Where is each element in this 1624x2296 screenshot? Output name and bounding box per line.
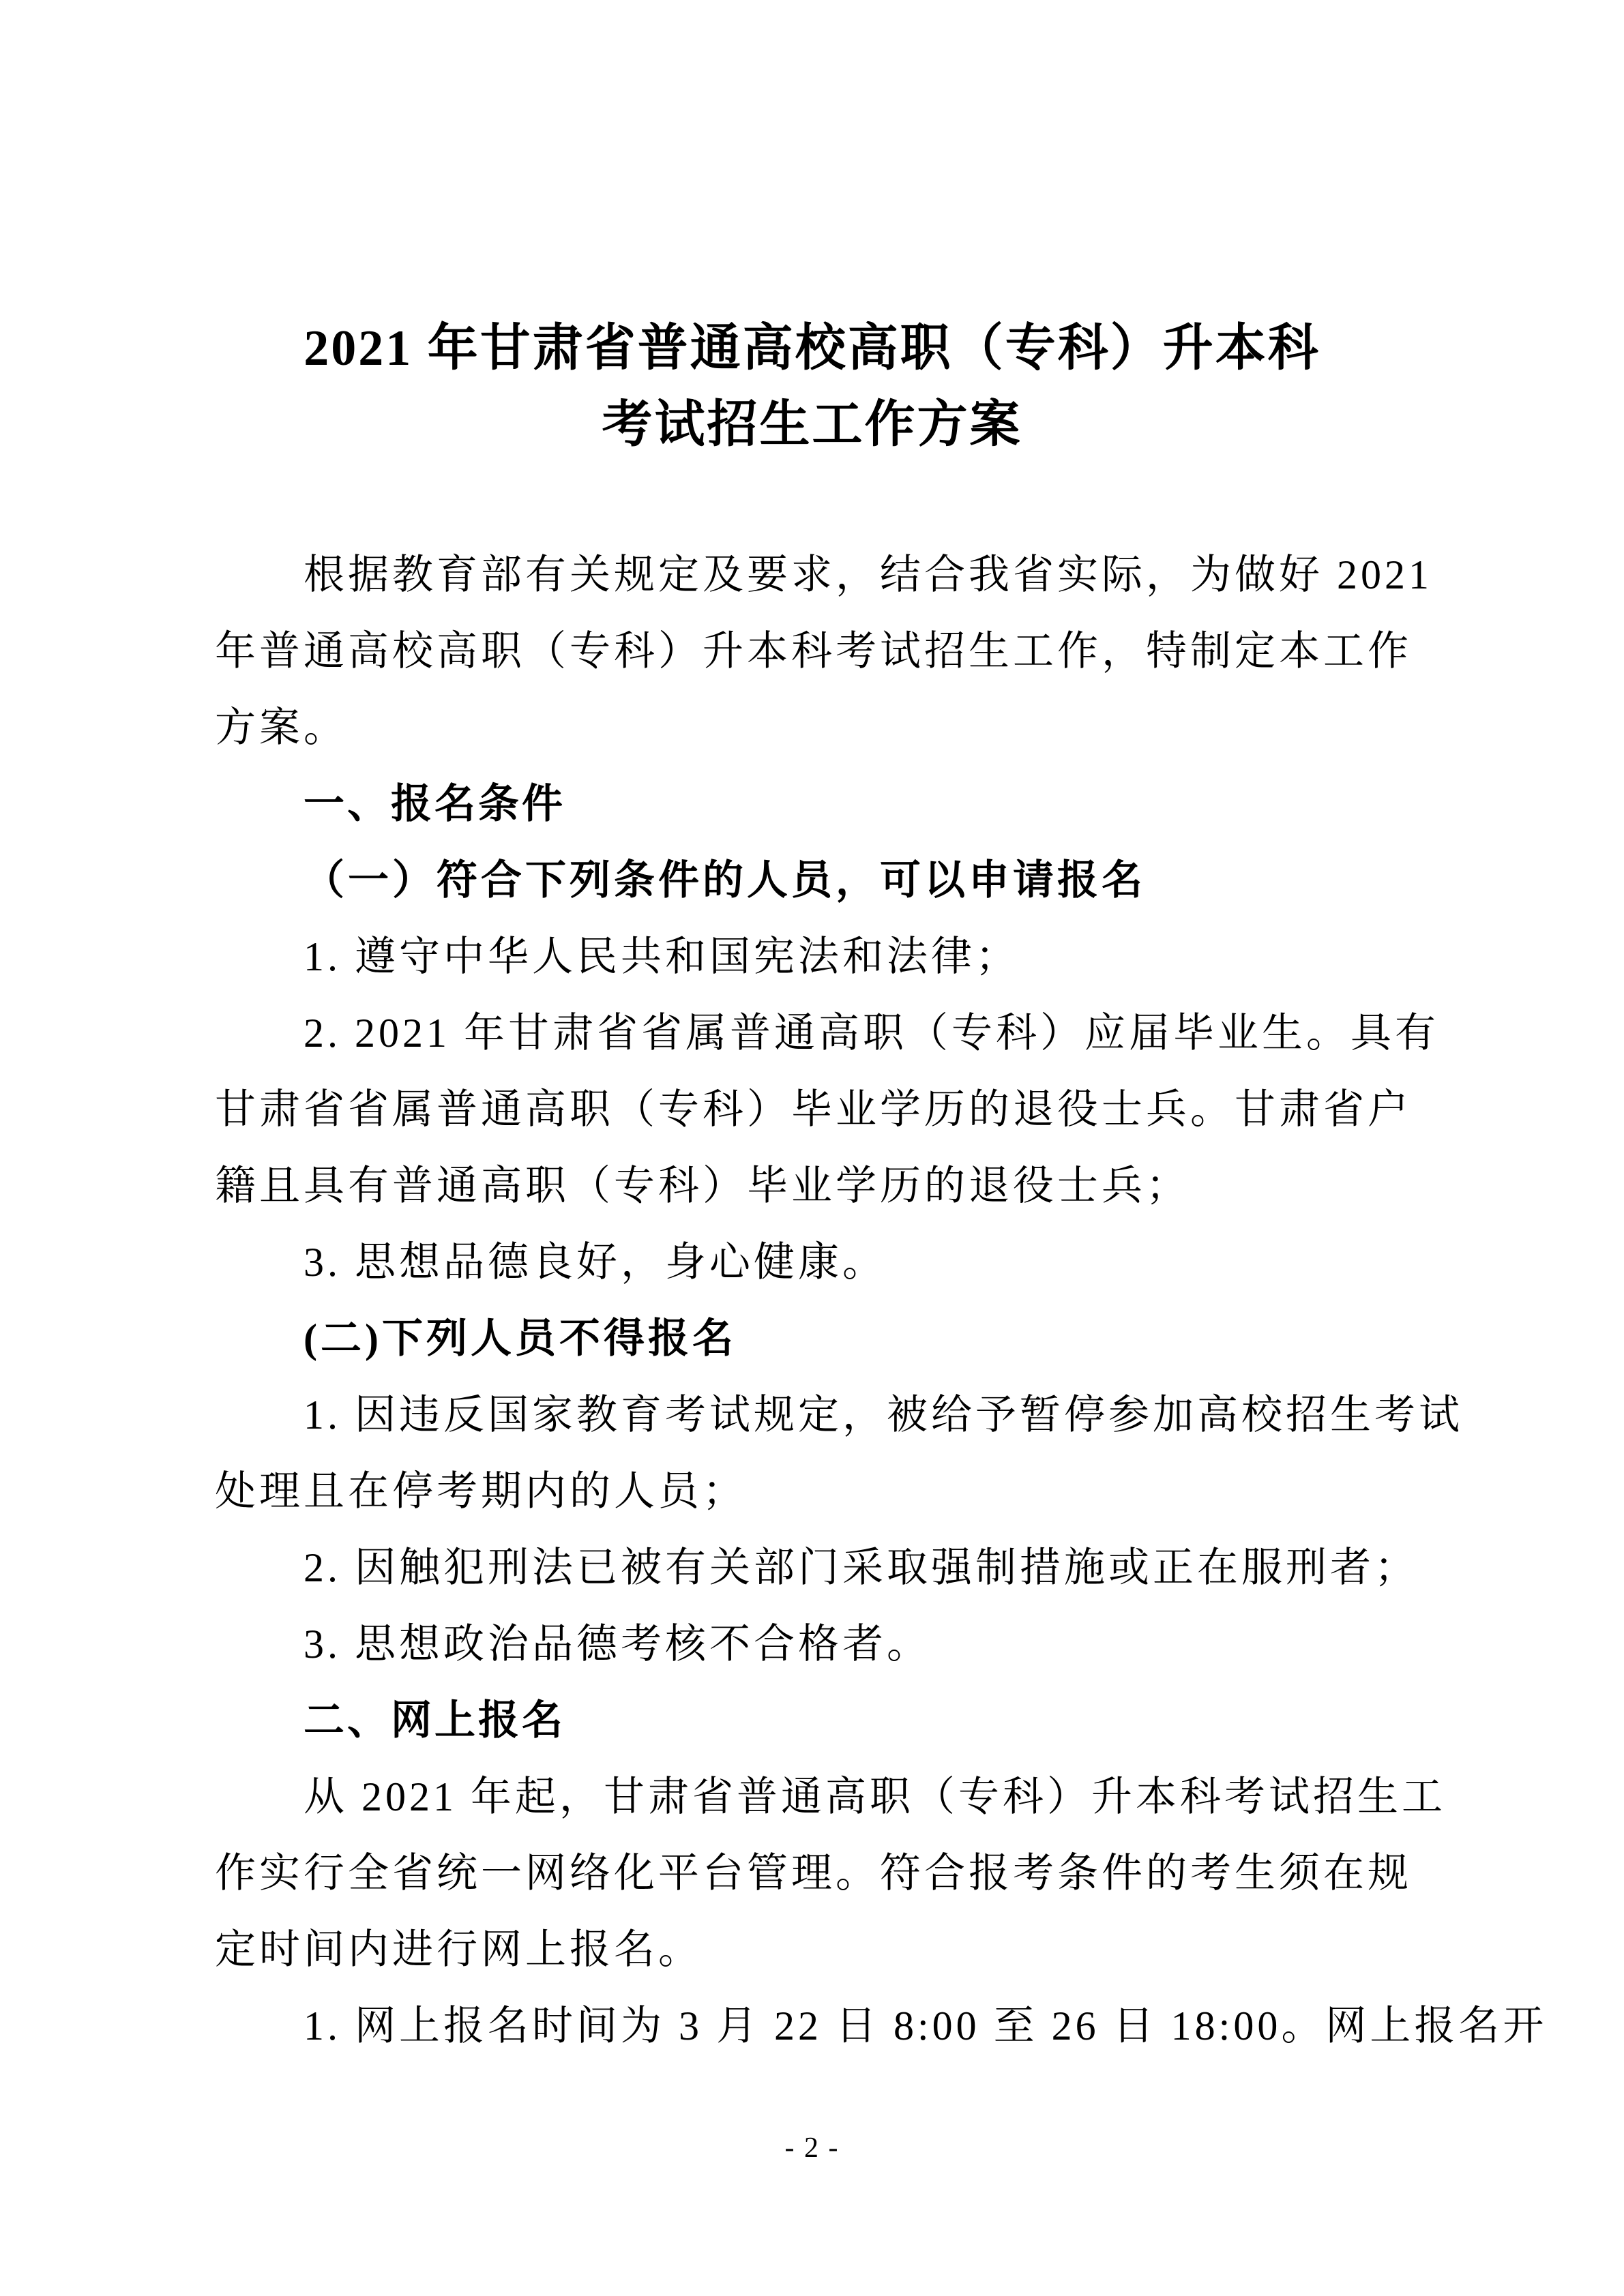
sub-heading-2: (二)下列人员不得报名 xyxy=(304,1316,737,1361)
list-item-line: 3. 思想政治品德考核不合格者。 xyxy=(304,1622,931,1667)
paragraph-line: 甘肃省省属普通高职（专科）毕业学历的退役士兵。甘肃省户 xyxy=(215,1087,1412,1132)
section-heading-1: 一、报名条件 xyxy=(304,781,565,826)
paragraph-line: 年普通高校高职（专科）升本科考试招生工作，特制定本工作 xyxy=(215,629,1412,674)
document-title-line-2: 考试招生工作方案 xyxy=(602,397,1022,453)
sub-heading-1: （一）符合下列条件的人员，可以申请报名 xyxy=(304,858,1146,903)
list-item-line: 2. 2021 年甘肃省省属普通高职（专科）应届毕业生。具有 xyxy=(304,1011,1439,1056)
paragraph-line: 定时间内进行网上报名。 xyxy=(215,1927,703,1972)
page-number: - 2 - xyxy=(784,2132,840,2164)
paragraph-line: 根据教育部有关规定及要求，结合我省实际，为做好 2021 xyxy=(304,552,1432,597)
list-item-line: 3. 思想品德良好，身心健康。 xyxy=(304,1240,887,1285)
paragraph-line: 处理且在停考期内的人员； xyxy=(215,1469,747,1514)
list-item-line: 1. 网上报名时间为 3 月 22 日 8:00 至 26 日 18:00。网上报名开 xyxy=(304,2003,1548,2048)
list-item-line: 1. 遵守中华人民共和国宪法和法律； xyxy=(304,934,1020,979)
document-title-line-1: 2021 年甘肃省普通高校高职（专科）升本科 xyxy=(304,320,1320,376)
document-body xyxy=(215,537,1548,2064)
document-title xyxy=(0,310,1624,463)
paragraph-line: 籍且具有普通高职（专科）毕业学历的退役士兵； xyxy=(215,1163,1190,1208)
paragraph-line: 作实行全省统一网络化平台管理。符合报考条件的考生须在规 xyxy=(215,1851,1412,1896)
section-heading-2: 二、网上报名 xyxy=(304,1697,565,1743)
paragraph-line: 从 2021 年起，甘肃省普通高职（专科）升本科考试招生工 xyxy=(304,1774,1446,1819)
list-item-line: 2. 因触犯刑法已被有关部门采取强制措施或正在服刑者； xyxy=(304,1545,1419,1590)
list-item-line: 1. 因违反国家教育考试规定，被给予暂停参加高校招生考试 xyxy=(304,1392,1463,1437)
paragraph-line: 方案。 xyxy=(215,705,348,750)
